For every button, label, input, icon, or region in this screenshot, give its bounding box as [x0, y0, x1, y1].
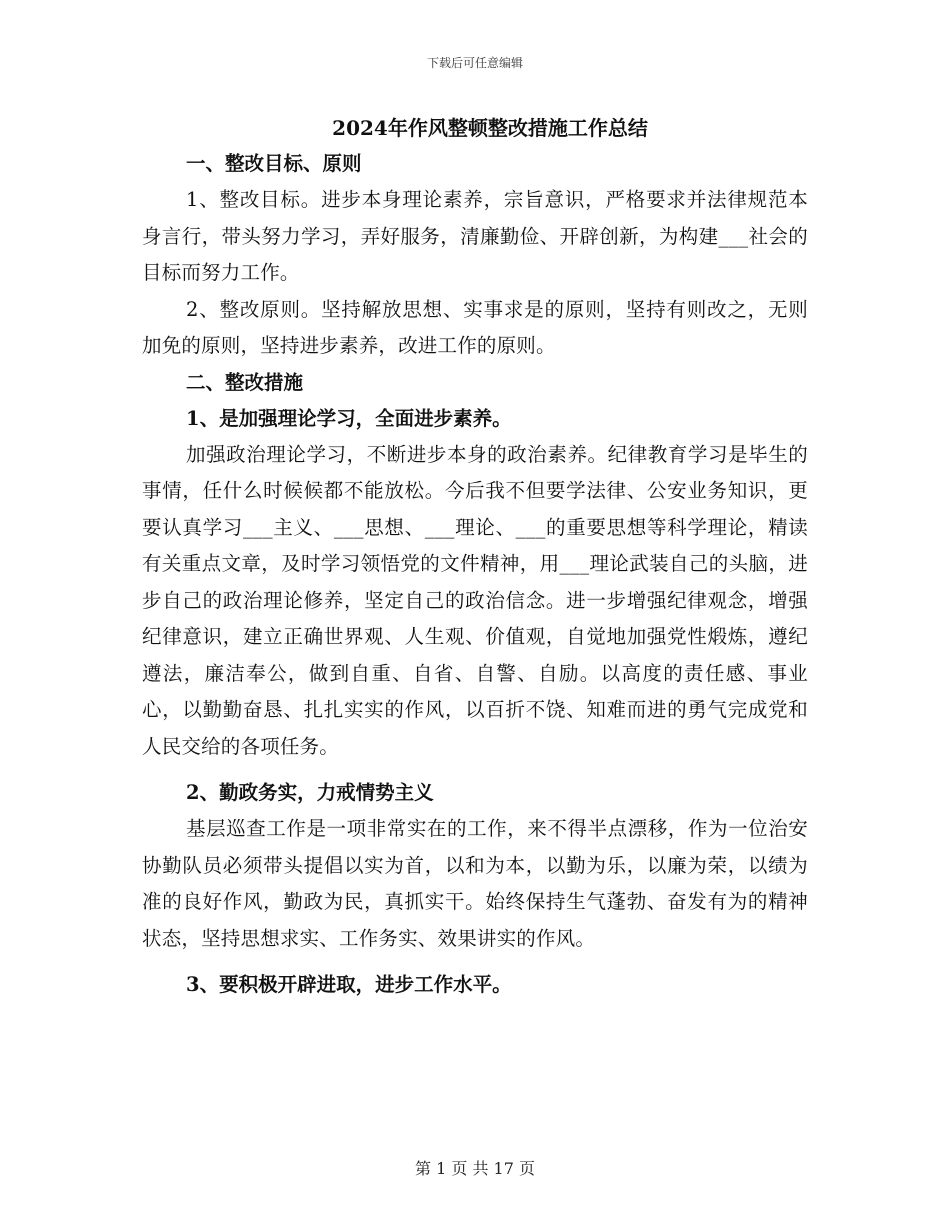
document-body: [142, 112, 808, 1003]
paragraph-principle: 2、整改原则。坚持解放思想、实事求是的原则，坚持有则改之，无则加免的原则，坚持进步素养，改进工作的原则。: [142, 297, 808, 357]
subheading-innovation: 3、要积极开辟进取，进步工作水平。: [186, 973, 512, 996]
subheading-theory-study: 1、是加强理论学习，全面进步素养。: [186, 406, 512, 430]
document-title: 2024年作风整顿整改措施工作总结: [332, 116, 648, 140]
paragraph-goal: 1、整改目标。进步本身理论素养，宗旨意识，严格要求并法律规范本身言行，带头努力学习，弄好服务，清廉勤俭、开辟创新，为构建___社会的目标而努力工作。: [142, 188, 808, 284]
header-note: 下载后可任意编辑: [426, 56, 523, 70]
section-heading-2: 二、整改措施: [186, 370, 304, 394]
subheading-diligence: 2、勤政务实，力戒情势主义: [186, 781, 434, 804]
page-number: 第 1 页 共 17 页: [415, 1159, 535, 1178]
spacer: [142, 957, 808, 967]
spacer: [142, 765, 808, 775]
paragraph-diligence: 基层巡查工作是一项非常实在的工作，来不得半点漂移，作为一位治安协勤队员必须带头提倡以实为首，以和为本，以勤为乐，以廉为荣，以绩为准的良好作风，勤政为民，真抓实干。始终保持生气蓬勃、奋发有为的精神状态，坚持思想求实、工作务实、效果讲实的作风。: [142, 817, 808, 950]
section-heading-1: 一、整改目标、原则: [186, 152, 362, 175]
paragraph-theory-study: 加强政治理论学习，不断进步本身的政治素养。纪律教育学习是毕生的事情，任什么时候候都不能放松。今后我不但要学法律、公安业务知识，更要认真学习___主义、___思想、___理论、___的重要思想等科学理论，精读有关重点文章，及时学习领悟党的文件精神，用___理论武装自己的头脑，进步自己的政治理论修养，坚定自己的政治信念。进一步增强纪律观念，增强纪律意识，建立正确世界观、人生观、价值观，自觉地加强党性煅炼，遵纪遵法，廉洁奉公，做到自重、自省、自警、自励。以高度的责任感、事业心，以勤勤奋恳、扎扎实实的作风，以百折不饶、知难而进的勇气完成党和人民交给的各项任务。: [142, 442, 808, 758]
